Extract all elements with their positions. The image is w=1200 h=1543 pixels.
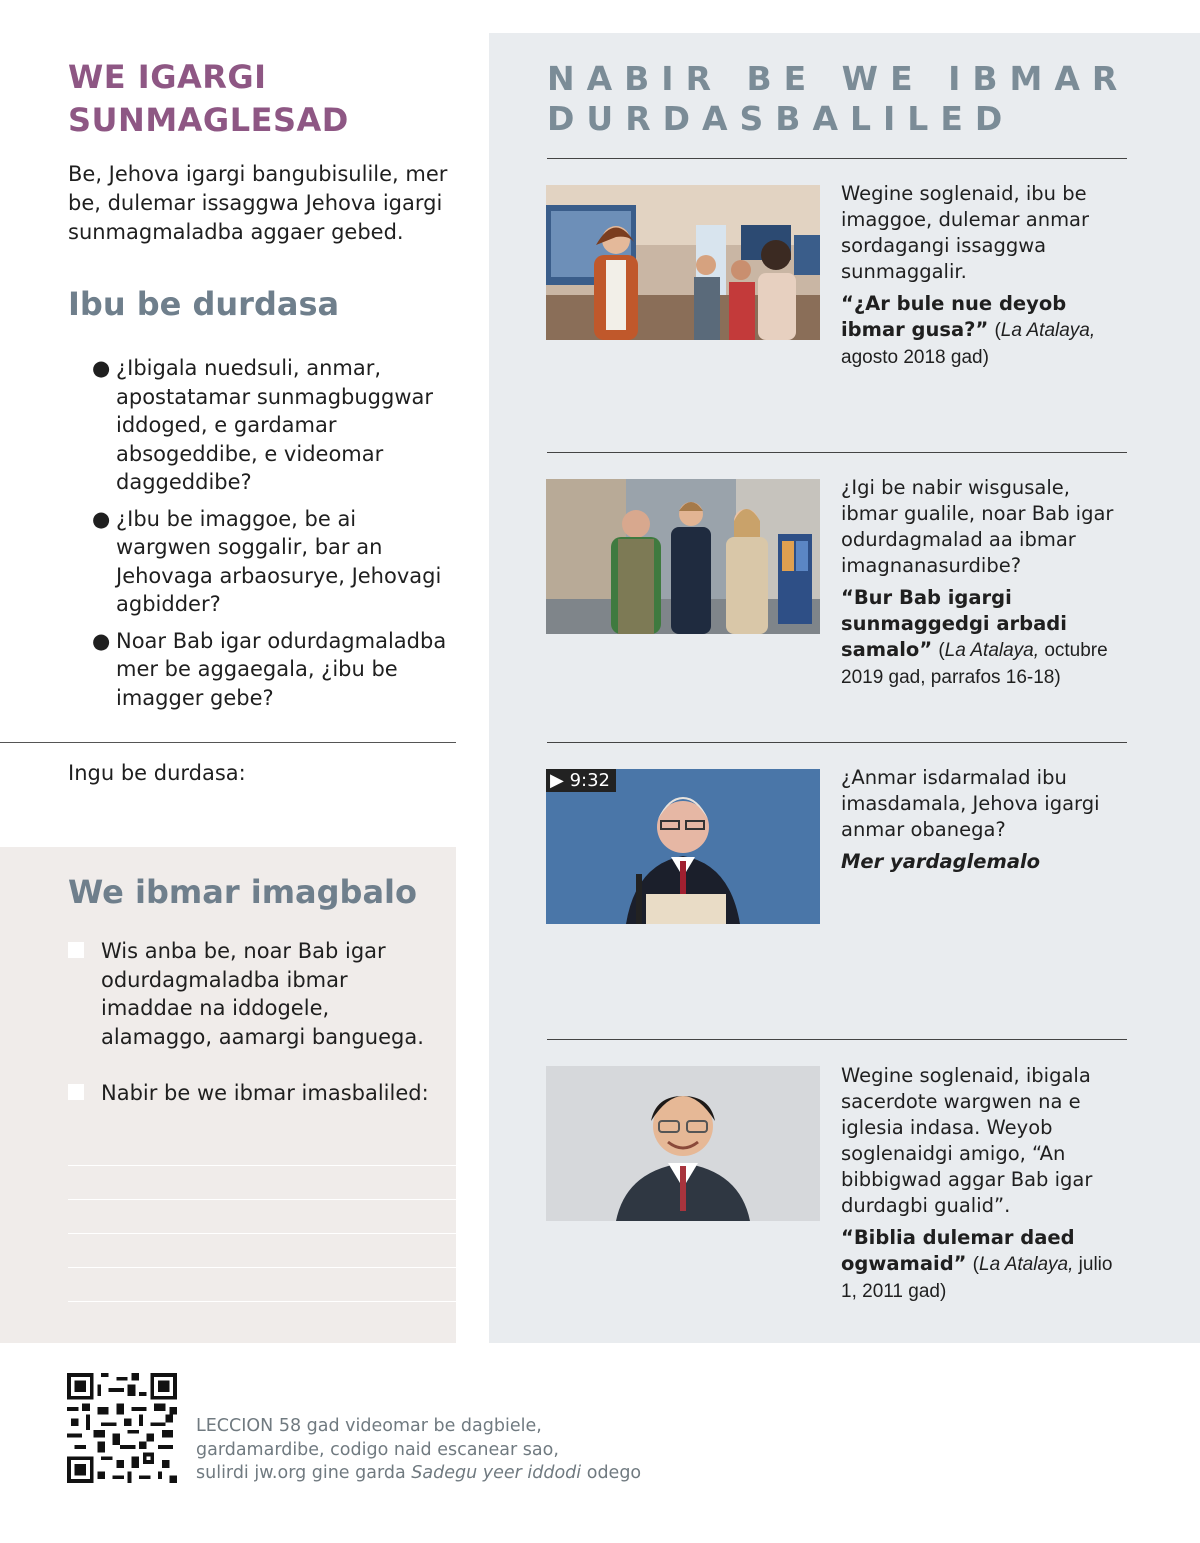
review-question-text: Noar Bab igar odurdagmaladba mer be aggaegala, ¿ibu be imagger gebe? (116, 628, 447, 710)
article-title: “Bur Bab igargi sunmaggedgi arbadi samalo” (841, 586, 1067, 661)
article-date: julio 1, 2011 gad) (841, 1254, 1113, 1302)
footer-app-name: Sadegu yeer iddodi (411, 1463, 582, 1483)
summary-text: Be, Jehova igargi bangubisulile, mer be, dulemar issaggwa Jehova igargi sunmagmaladba aggaer gebed. (68, 162, 448, 244)
article-source: La Atalaya, (979, 1254, 1074, 1275)
divider (547, 452, 1127, 453)
writing-line (68, 1166, 456, 1200)
left-column (0, 0, 456, 1343)
footer-line: LECCION 58 gad videomar be dagbiele, (196, 1416, 542, 1436)
review-title: Ibu be durdasa (68, 285, 340, 323)
footer-line: gardamardibe, codigo naid escanear sao, (196, 1439, 559, 1460)
video-description (841, 765, 1131, 875)
divider (0, 742, 456, 743)
article-reference[interactable]: “Biblia dulemar daed ogwamaid” (La Atalaya, julio 1, 2011 gad) (841, 1226, 1113, 1302)
footer-text-part: odego (586, 1463, 642, 1483)
explore-panel (489, 33, 1200, 1343)
review-question (92, 354, 457, 497)
video-thumbnail[interactable] (546, 769, 820, 924)
divider (547, 1039, 1127, 1040)
article-description (841, 181, 1131, 371)
article-text: ¿Igi be nabir wisgusale, ibmar gualile, noar Bab igar odurdagmalad aa ibmar imagnanasurdibe? (841, 476, 1114, 577)
article-text: Wegine soglenaid, ibu be imaggoe, dulemar anmar sordagangi issaggwa sunmaggalir. (841, 182, 1090, 283)
article-text: Wegine soglenaid, ibigala sacerdote wargwen na e iglesia indasa. Weyob soglenaidgi amigo, “An bibbigwad aggar Bab igar durdagbi gualid”. (841, 1064, 1093, 1217)
writing-lines (68, 1132, 456, 1302)
checkbox[interactable] (68, 1084, 84, 1100)
goals-panel (0, 847, 456, 1343)
video-reference[interactable] (841, 849, 1131, 875)
footer-line (196, 1462, 656, 1486)
footer (0, 1343, 1200, 1543)
article-source: La Atalaya, (1000, 320, 1096, 341)
explore-title: NABIR BE WE IBMAR DURDASBALILED (547, 59, 1130, 138)
divider (547, 742, 1127, 743)
play-icon: ▶ (550, 770, 564, 791)
writing-line (68, 1200, 456, 1234)
writing-line (68, 1234, 456, 1268)
goal-text: Nabir be we ibmar imasbaliled: (101, 1081, 429, 1105)
article-title: “¿Ar bule nue deyob ibmar gusa?” (841, 292, 1067, 341)
writing-line (68, 1268, 456, 1302)
article-image-store[interactable] (546, 185, 820, 340)
summary-title: WE IGARGI SUNMAGLESAD (68, 58, 349, 139)
review-question (92, 505, 457, 619)
footer-text-part: sulirdi jw.org gine garda (196, 1463, 406, 1483)
video-duration-badge (546, 769, 616, 792)
video-title: Mer yardaglemalo (841, 850, 1041, 873)
article-description (841, 1063, 1131, 1305)
article-title: “Biblia dulemar daed ogwamaid” (841, 1226, 1075, 1275)
goal-item (68, 937, 438, 1051)
review-question (92, 627, 457, 713)
article-reference[interactable]: “Bur Bab igargi sunmaggedgi arbadi samalo” (La Atalaya, octubre 2019 gad, parrafos 16-18) (841, 586, 1108, 688)
writing-line (68, 1132, 456, 1166)
checkbox[interactable] (68, 942, 84, 958)
review-question-text: ¿Ibu be imaggoe, be ai wargwen soggalir, bar an Jehovaga arbaosurye, Jehovagi agbidder? (116, 506, 442, 616)
article-image-portrait[interactable] (546, 1066, 820, 1221)
bullet-icon: ● (92, 356, 111, 380)
footer-text (196, 1415, 656, 1486)
question-label: Ingu be durdasa: (68, 761, 246, 785)
video-text: ¿Anmar isdarmalad ibu imasdamala, Jehova igargi anmar obanega? (841, 766, 1100, 841)
article-image-street-witnessing[interactable] (546, 479, 820, 634)
bullet-icon: ● (92, 506, 111, 531)
video-duration: 9:32 (569, 770, 610, 791)
article-reference[interactable]: “¿Ar bule nue deyob ibmar gusa?” (La Atalaya, agosto 2018 gad) (841, 292, 1096, 368)
article-description (841, 475, 1131, 691)
article-date: agosto 2018 gad) (841, 347, 989, 368)
article-source: La Atalaya, (944, 640, 1040, 661)
qr-code-icon[interactable] (67, 1373, 177, 1483)
goal-item (68, 1079, 438, 1108)
goal-text: Wis anba be, noar Bab igar odurdagmaladba ibmar imaddae na iddogele, alamaggo, aamargi banguega. (101, 939, 424, 1049)
review-question-list (92, 354, 457, 720)
goals-title: We ibmar imagbalo (68, 873, 417, 911)
bullet-icon: ● (92, 628, 111, 653)
divider (547, 158, 1127, 159)
article-date: octubre 2019 gad, parrafos 16-18) (841, 640, 1108, 688)
review-question-text: ¿Ibigala nuedsuli, anmar, apostatamar sunmagbuggwar iddoged, e gardamar absogeddibe, e videomar daggeddibe? (116, 356, 434, 494)
